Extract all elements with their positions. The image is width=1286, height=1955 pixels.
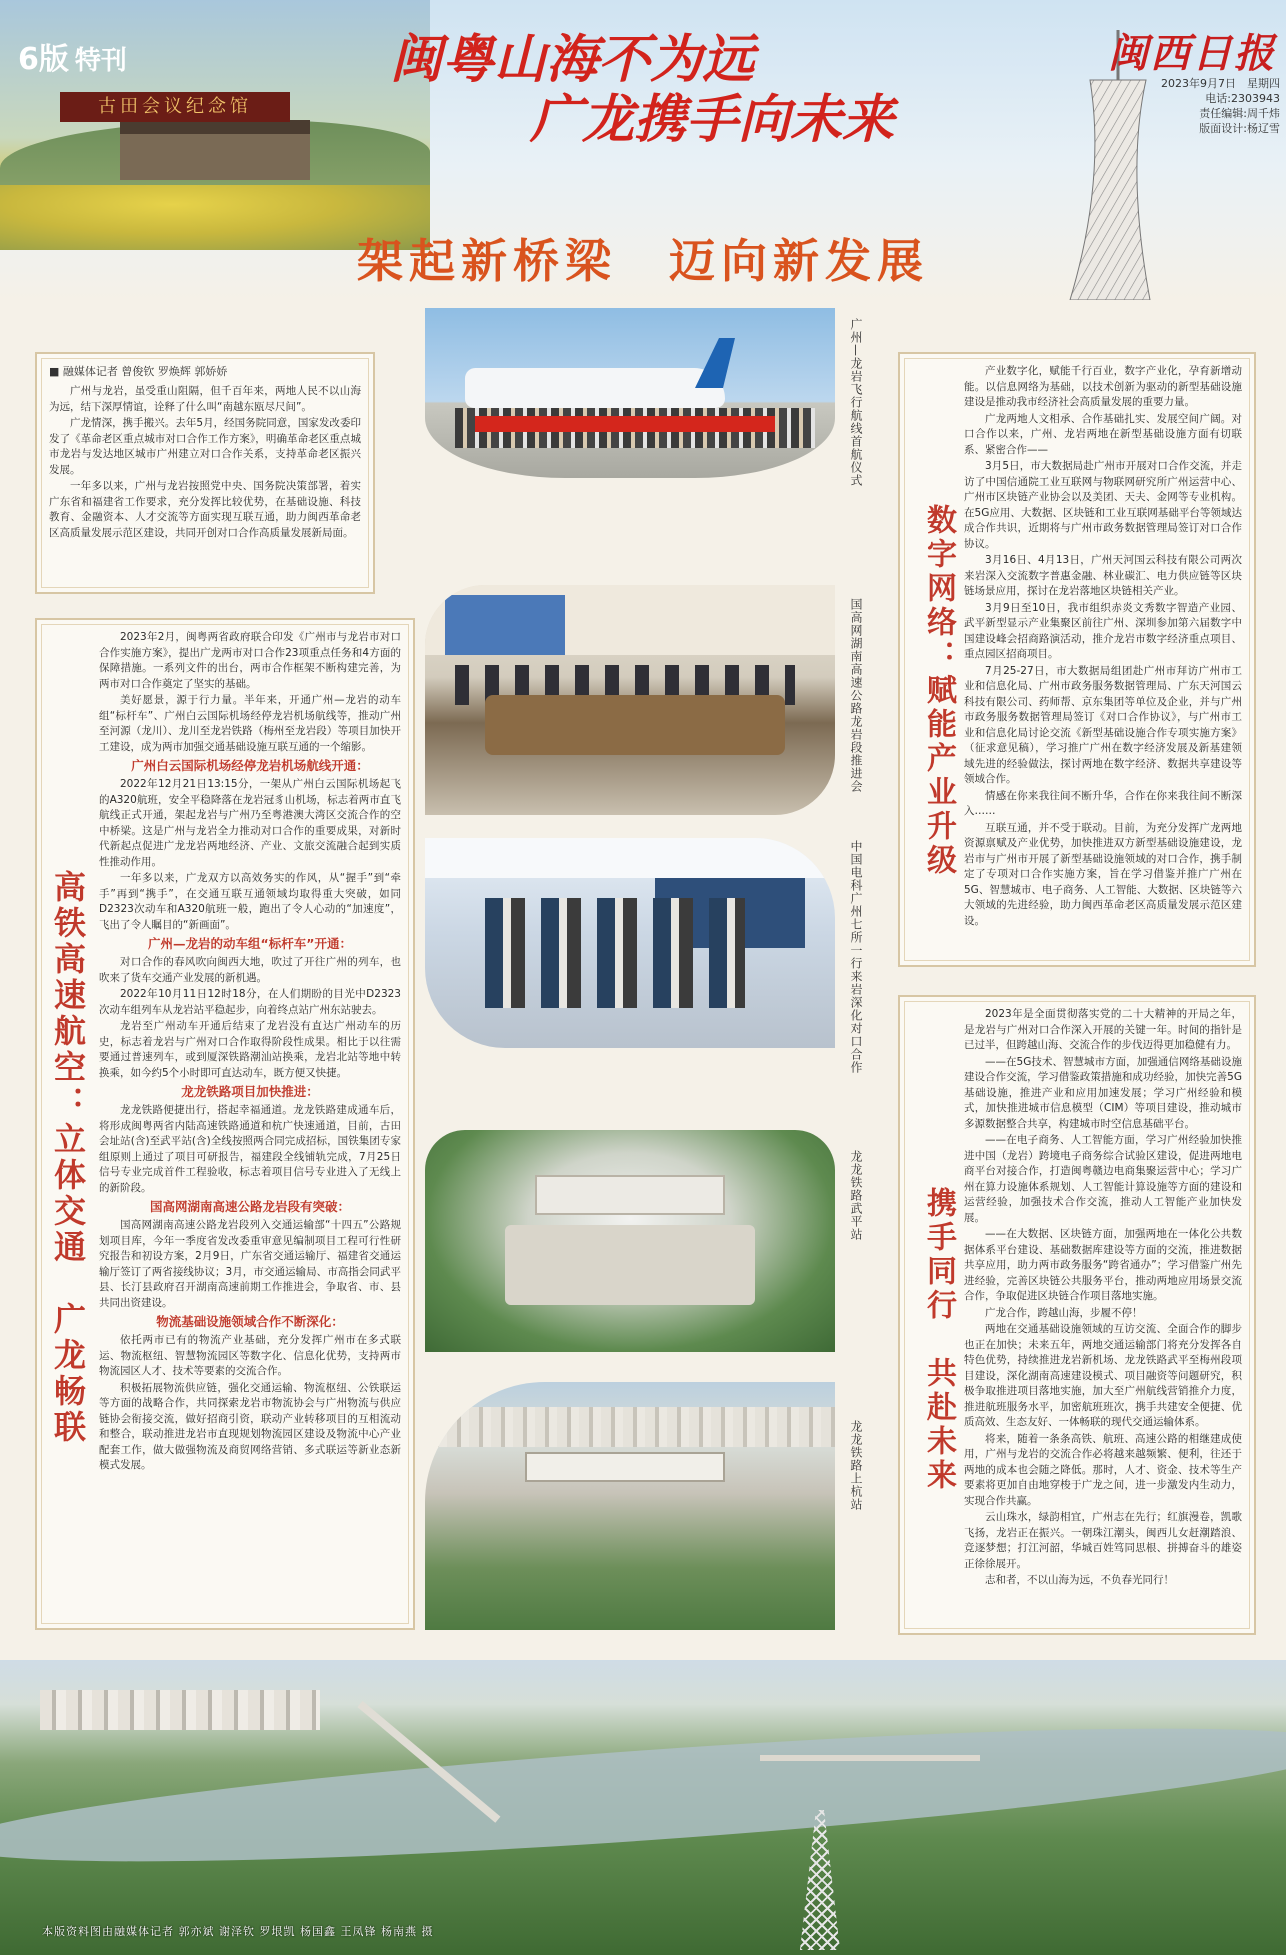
gate-sign: 古田会议纪念馆: [60, 92, 290, 122]
page-number: 6版: [18, 42, 69, 77]
designer-credit: 版面设计:杨辽雪: [1199, 122, 1280, 135]
transport-paragraph: 依托两市已有的物流产业基础，充分发挥广州市在多式联运、物流枢纽、智慧物流园区等数字化、信息化优势，支持两市物流园区人才、技术等要素的交流合作。: [99, 1334, 401, 1377]
transport-paragraph: 国高网湖南高速公路龙岩段列入交通运输部“十四五”公路规划项目库，今年一季度省发改委重审意见编制项目工程可行性研究报告和初设方案，2月9日，广东省交通运输厅、福建省交通运输厅签订了两省接线协议；3月，市交通运输局、市高指会同武平县、长汀县政府召开湖南高速前期工作推进会，争取省、市、县共同出资建设。: [99, 1219, 401, 1309]
digital-box: [898, 352, 1256, 967]
main-title-line-2: 广龙携手向未来: [530, 89, 895, 150]
digital-paragraph: 情感在你来我往间不断升华，合作在你来我往间不断深入……: [964, 789, 1242, 817]
caption-first-flight: 广州—龙岩飞行航线首航仪式: [849, 318, 863, 487]
intro-paragraph: 广州与龙岩，虽受重山阻隔，但千百年来，两地人民不以山海为远，结下深厚情谊，诠释了什么叫“南越东瓯尽尺间”。: [49, 385, 361, 413]
editor-credit: 责任编辑:周千炜: [1199, 107, 1280, 120]
future-vertical-title: 携手同行 共赴未来: [921, 1187, 956, 1493]
section-name: 特刊: [74, 46, 127, 76]
intro-paragraph: 一年多以来，广州与龙岩按照党中央、国务院决策部署，着实广东省和福建省工作要求，充分发挥比较优势，在基础设施、科技教育、金融资本、人才交流等方面实现互联互通，助力闽西革命老区高质量发展示范区建设，共同开创对口合作高质量发展新局面。: [49, 480, 361, 539]
future-paragraph: 广龙合作，跨越山海，步履不停！: [985, 1306, 1143, 1319]
photo-credits: 本版资料图由融媒体记者 郭亦斌 谢泽钦 罗垠凯 杨国鑫 王凤锋 杨南燕 摄: [42, 1925, 434, 1938]
future-paragraph: ——在大数据、区块链方面，加强两地在一体化公共数据体系平台建设、基础数据库建设等方面的交流，推进数据共享应用，助力两市政务服务“跨省通办”；学习借鉴广州先进经验，完善区块链公共服务平台，推动两地应用场景交流合作，争取促进区块链合作项目落地实施。: [964, 1228, 1242, 1302]
transport-paragraph: 对口合作的春风吹向闽西大地，吹过了开往广州的列车，也吹来了货车交通产业发展的新机遇。: [99, 956, 401, 984]
transport-subhead-train: 广州—龙岩的动车组“标杆车”开通：: [148, 936, 352, 951]
caption-highway-meeting: 国高网湖南高速公路龙岩段推进会: [849, 598, 863, 793]
intro-box: [35, 352, 375, 594]
digital-paragraph: 互联互通，并不受于联动。目前，为充分发挥广龙两地资源禀赋及产业优势，加快推进双方新型基础设施建设，龙岩市与广州市开展了新型基础设施领域的对口合作，携手制定了专项对口合作实施方案，旨在学习借鉴并推广广州在5G、智慧城市、电子商务、人工智能、大数据、区块链等六大领域的先进经验，助力闽西革命老区高质量发展示范区建设。: [964, 821, 1242, 927]
future-paragraph: 将来，随着一条条高铁、航班、高速公路的相继建成使用，广州与龙岩的交流合作必将越来越频繁、便利，往还于两地的成本也会随之降低。那时，人才、资金、技术等生产要素将更加自由地穿梭于广龙之间，进一步激发内生动力，实现合作共赢。: [964, 1432, 1242, 1507]
transport-paragraph: 一年多以来，广龙双方以高效务实的作风，从“握手”到“牵手”再到“携手”，在交通互联互通领域均取得重大突破，如同D2323次动车和A320航班一般，跑出了令人心动的“加速度”，飞出了令人瞩目的“新画面”。: [99, 872, 401, 931]
transport-paragraph: 龙龙铁路便捷出行，搭起幸福通道。龙龙铁路建成通车后，将形成闽粤两省内陆高速铁路通道和杭广快速通道，目前，古田会址站(含)至武平站(含)全线按照两合同完成招标，国铁集团专家组原则上通过了项目可研报告，福建段全线铺轨完成，7月25日信号专业完成首件工程验收，标志着项目信号专业进入了无线上的新阶段。: [99, 1104, 401, 1194]
power-pylon: [800, 1810, 840, 1950]
photo-highway-meeting: [425, 585, 835, 815]
photo-shanghang-station: [425, 1382, 835, 1630]
phone-number: 电话:2303943: [1205, 92, 1280, 105]
photo-first-flight-ceremony: [425, 308, 835, 478]
digital-vertical-title: 数字网络：赋能产业升级: [921, 504, 956, 878]
digital-paragraph: 3月16日、4月13日，广州天河国云科技有限公司两次来岩深入交流数字普惠金融、林业碳汇、电力供应链等区块链场景应用，探讨在龙岩落地区块链相关产业。: [964, 554, 1242, 597]
masthead-info: [1140, 76, 1280, 136]
newspaper-masthead: 闽西日报: [1108, 30, 1276, 77]
caption-cetc-visit: 中国电科广州七所一行来岩深化对口合作: [849, 840, 863, 1074]
digital-paragraph: 产业数字化，赋能千行百业，数字产业化，孕育新增动能。以信息网络为基础，以技术创新为驱动的新型基础设施建设是推动我市经济社会高质量发展的重要力量。: [964, 365, 1242, 408]
transport-paragraph: 龙岩至广州动车开通后结束了龙岩没有直达广州动车的历史，标志着龙岩与广州对口合作取得阶段性成果。相比于以往需要通过普速列车，或到厦深铁路潮汕站换乘，龙岩北站等地中转换乘，如今约5个小时即可直达动车，既方便又快捷。: [99, 1020, 401, 1079]
digital-paragraph: 3月5日，市大数据局赴广州市开展对口合作交流，并走访了中国信通院工业互联网与物联网研究所广州运营中心、广州市区块链产业协会以及美团、天夫、金网等专业机构。在5G应用、大数据、区块链和工业互联网基础平台等领域达成合作共识，近期将与广州市政务数据管理局签订对口合作协议。: [964, 460, 1242, 550]
transport-box: [35, 618, 415, 1630]
page-header: [0, 0, 1286, 300]
transport-subhead-airport: 广州白云国际机场经停龙岩机场航线开通：: [131, 758, 369, 773]
issue-date: 2023年9月7日 星期四: [1161, 77, 1280, 90]
main-title-line-1: 闽粤山海不为远: [390, 29, 755, 90]
page-tag: [18, 34, 127, 78]
transport-subhead-highway: 国高网湖南高速公路龙岩段有突破：: [149, 1199, 350, 1214]
transport-vertical-title: 高铁高速航空：立体交通 广龙畅联: [49, 870, 87, 1446]
digital-paragraph: 广龙两地人文相承、合作基础扎实、发展空间广阔。对口合作以来，广州、龙岩两地在新型基础设施方面有切联系、紧密合作——: [964, 412, 1242, 456]
main-title: [390, 30, 950, 150]
future-paragraph: 两地在交通基础设施领域的互访交流、全面合作的脚步也正在加快；未来五年，两地交通运输部门将充分发挥各自特色优势，持续推进龙岩新机场、龙龙铁路武平至梅州段项目建设，深化湖南高速建设模式、项目融资等问题研究，积极争取推进项目落地实施，加大至广州航线营销推介力度，推进航班服务水平，加密航班班次，携手共建安全便捷、优质高效、生态友好、一体畅联的现代交通运输体系。: [964, 1323, 1242, 1428]
future-box: [898, 995, 1256, 1635]
transport-paragraph: 美好愿景，源于行力量。半年来，开通广州—龙岩的动车组“标杆车”、广州白云国际机场经停龙岩机场航线等，推动广州至河源（龙川）、龙川至龙岩铁路（梅州至龙岩段）等项目加快开工建设，成为两市加强交通基础设施互联互通的一个缩影。: [99, 694, 401, 753]
future-paragraph: ——在5G技术、智慧城市方面，加强通信网络基础设施建设合作交流，学习借鉴政策措施和成功经验，加快完善5G基础设施，推进产业和应用加速发展；学习广州经验和模式，加快推进城市信息模型（CIM）等项目建设，推动城市多源数据整合共享，构建城市时空信息基础平台。: [964, 1055, 1242, 1130]
photo-wuping-station: [425, 1130, 835, 1352]
landscape-photo-river-bridge: [0, 1660, 1286, 1955]
transport-subhead-railway: 龙龙铁路项目加快推进：: [181, 1084, 319, 1099]
intro-paragraph: 广龙情深，携手搬兴。去年5月，经国务院同意，国家发改委印发了《革命老区重点城市对口合作工作方案》，明确革命老区重点城市龙岩与发达地区城市广州建立对口合作关系，支持革命老区振兴发展。: [49, 417, 361, 476]
transport-subhead-logistics: 物流基础设施领域合作不断深化：: [156, 1314, 344, 1329]
digital-paragraph: 3月9日至10日，我市组织赤炎文秀数字智造产业园、武平新型显示产业集聚区前往广州、深圳参加第六届数字中国建设峰会招商路演活动，推介龙岩市数字经济重点项目、重点园区招商项目。: [964, 601, 1242, 660]
caption-shanghang-station: 龙龙铁路上杭站: [849, 1420, 863, 1511]
future-paragraph: ——在电子商务、人工智能方面，学习广州经验加快推进中国（龙岩）跨境电子商务综合试验区建设，促进两地电商平台对接合作，打造闽粤赣边电商集聚运营中心；学习广州在算力设施体系规划、人工智能计算设施等方面的建设和运营经验，加强技术合作交流，推动人工智能产业加快发展。: [964, 1134, 1242, 1224]
digital-paragraph: 7月25-27日，市大数据局组团赴广州市拜访广州市工业和信息化局、广州市政务服务数据管理局、广东天河国云科技有限公司、药师帮、京东集团等单位及企业，并与广州市政务服务数据管理局签订《对口合作协议》，与广州市工业和信息化局讨论交流《新型基础设施合作专项实施方案》（征求意见稿），学习推广广州在数字经济发展及新基建领域先进的经验做法，探讨两地在数字经济、数据共享建设等领域合作。: [964, 664, 1242, 785]
transport-paragraph: 2022年12月21日13:15分，一架从广州白云国际机场起飞的A320航班，安全平稳降落在龙岩冠豸山机场，标志着两市直飞航线正式开通，架起龙岩与广州乃至粤港澳大湾区交流合作的空中桥梁。这是广州与龙岩全力推动对口合作的重要成果，对新时代新起点促进广龙龙岩两地经济、产业、文旅交流融合起到实质性推动作用。: [99, 778, 401, 868]
caption-wuping-station: 龙龙铁路武平站: [849, 1150, 863, 1241]
transport-paragraph: 2023年2月，闽粤两省政府联合印发《广州市与龙岩市对口合作实施方案》，提出广龙两市对口合作23项重点任务和4方面的保障措施。一系列文件的出台，两市合作框架不断构建完善，为两市对口合作奠定了坚实的基础。: [99, 631, 401, 690]
future-paragraph: 2023年是全面贯彻落实党的二十大精神的开局之年，是龙岩与广州对口合作深入开展的关键一年。时间的指针是已过半，但跨越山海、交流合作的步伐迈得更加稳健有力。: [964, 1008, 1242, 1051]
future-paragraph: 云山珠水，绿韵相宜，广州志在先行；红旗漫卷，凯歌飞扬，龙岩正在振兴。一朝珠江潮头，闽西儿女赶潮踏浪、竞逐梦想；打江河韶，华城百姓笃同思根、拼搏奋斗的雄姿正徐徐展开。: [964, 1511, 1242, 1570]
transport-paragraph: 积极拓展物流供应链，强化交通运输、物流枢纽、公铁联运等方面的战略合作，共同探索龙岩市物流协会与广州物流与供应链协会衔接交流，做好招商引资，联动产业转移项目的互相流动和整合，联动推进龙岩市直现规划物流园区建设及物流中心产业配套工作，做大做强物流及商贸网络营销、多式联运等新业态新模式发展。: [99, 1381, 401, 1471]
future-paragraph: 志和者，不以山海为远，不负春光同行！: [985, 1574, 1174, 1586]
photo-cetc-visit: [425, 838, 835, 1048]
sub-title: 架起新桥梁 迈向新发展: [357, 234, 929, 288]
byline: ■ 融媒体记者 曾俊钦 罗焕辉 郭娇娇: [49, 365, 228, 378]
transport-paragraph: 2022年10月11日12时18分，在人们期盼的目光中D2323次动车组列车从龙岩站平稳起步，向着终点站广州东站驶去。: [99, 988, 401, 1016]
